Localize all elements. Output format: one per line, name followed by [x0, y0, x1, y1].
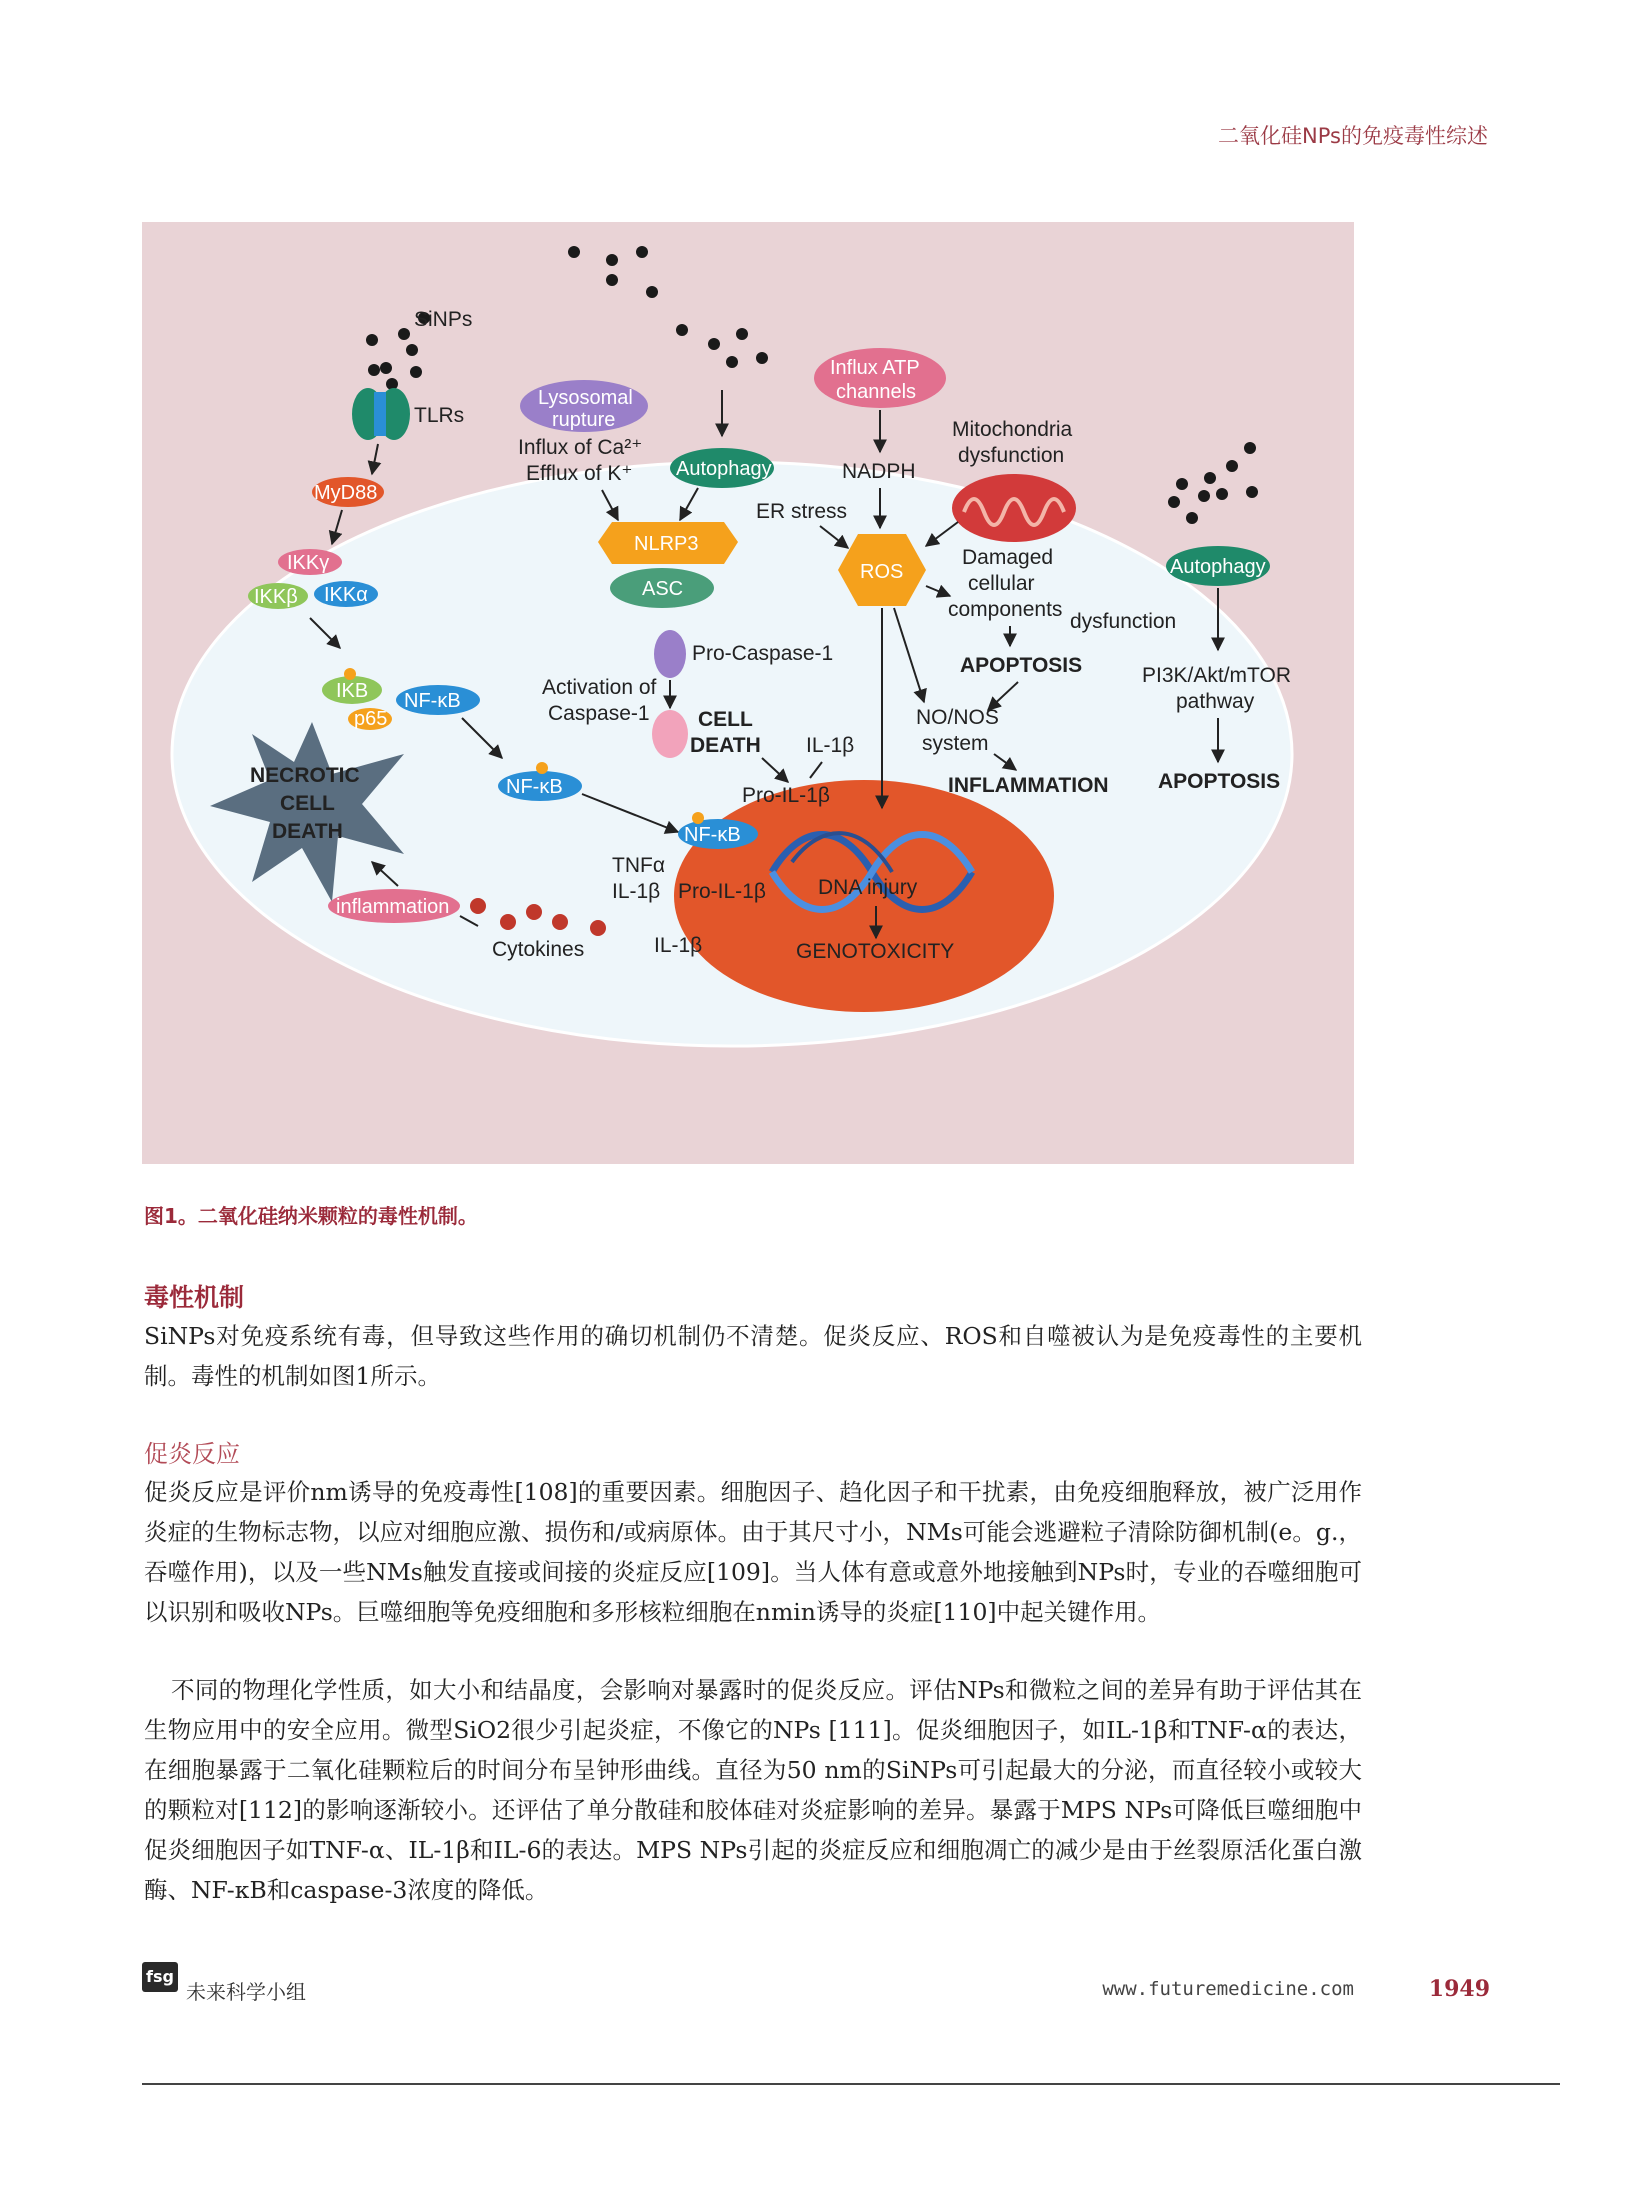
- label-nfkb-1: NF-κB: [404, 690, 461, 712]
- label-ikky: IKKγ: [287, 552, 330, 574]
- label-tnfa: TNFα: [612, 854, 665, 877]
- label-necrotic-3: DEATH: [272, 820, 343, 843]
- label-pi3k-2: pathway: [1176, 690, 1255, 713]
- section-paragraph: SiNPs对免疫系统有毒，但导致这些作用的确切机制仍不清楚。促炎反应、ROS和自噬被认为是免疫毒性的主要机制。毒性的机制如图1所示。: [144, 1322, 1362, 1390]
- label-lysosomal-1: Lysosomal: [538, 387, 633, 409]
- label-er-stress: ER stress: [756, 500, 848, 523]
- label-ikka: IKKα: [324, 584, 368, 606]
- label-pro-il1b-top: Pro-IL-1β: [742, 784, 830, 807]
- fsg-logo: fsg: [142, 1962, 178, 1992]
- caspase-1-node: [652, 710, 688, 758]
- label-tlrs: TLRs: [414, 404, 465, 427]
- running-title: 二氧化硅NPs的免疫毒性综述: [1218, 124, 1488, 148]
- figure-caption: 图1。二氧化硅纳米颗粒的毒性机制。: [144, 1204, 478, 1228]
- label-autophagy-2: Autophagy: [1170, 556, 1266, 578]
- label-nonos-1: NO/NOS: [916, 706, 999, 729]
- label-activation-2: Caspase-1: [548, 702, 650, 725]
- label-influx-ca: Influx of Ca²⁺: [518, 436, 643, 459]
- label-necrotic-2: CELL: [280, 792, 335, 815]
- subsection-paragraph-1: 促炎反应是评价nm诱导的免疫毒性[108]的重要因素。细胞因子、趋化因子和干扰素，由免疫细胞释放，被广泛用作炎症的生物标志物，以应对细胞应激、损伤和/或病原体。由于其尺寸小，NMs可能会逃避粒子清除防御机制(e。g.， 吞噬作用)，以及一些NMs触发直接或间接的炎症反应[109]。当人体有意或意外地接触到NPs时，专业的吞噬细胞可以识别和吸收NPs。巨噬细胞等免疫细胞和多形核粒细胞在nmin诱导的炎症[110]中起关键作用。: [144, 1478, 1362, 1626]
- section-title: 毒性机制: [144, 1283, 245, 1312]
- label-il1b-top: IL-1β: [806, 734, 855, 757]
- mitochondrion: [952, 474, 1076, 542]
- label-pro-il1b-nuc: Pro-IL-1β: [678, 880, 766, 903]
- label-autophagy-1: Autophagy: [676, 458, 772, 480]
- label-mito-1: Mitochondria: [952, 418, 1073, 441]
- mechanism-diagram: [142, 222, 1354, 1164]
- footer-org: 未来科学小组: [186, 1980, 306, 2004]
- label-influx-atp-1: Influx ATP: [830, 357, 920, 379]
- label-sinps: SiNPs: [414, 308, 473, 331]
- label-pro-caspase: Pro-Caspase-1: [692, 642, 834, 665]
- label-apoptosis-1: APOPTOSIS: [960, 654, 1083, 677]
- label-asc: ASC: [642, 578, 684, 600]
- label-activation-1: Activation of: [542, 676, 657, 699]
- label-p65: p65: [354, 708, 388, 730]
- label-apoptosis-2: APOPTOSIS: [1158, 770, 1281, 793]
- label-nonos-2: system: [922, 732, 989, 755]
- label-nfkb-3: NF-κB: [684, 824, 741, 846]
- label-cell-death-2: DEATH: [690, 734, 761, 757]
- pro-caspase-node: [654, 630, 686, 678]
- page-number: 1949: [1428, 1976, 1490, 2002]
- label-damaged-2: cellular: [968, 572, 1035, 595]
- label-ikkb: IKKβ: [254, 586, 298, 608]
- label-il1b-nuc: IL-1β: [612, 880, 661, 903]
- label-nadph: NADPH: [842, 460, 916, 483]
- label-necrotic-1: NECROTIC: [250, 764, 360, 787]
- label-dna-injury: DNA injury: [818, 876, 918, 899]
- label-mito-2: dysfunction: [958, 444, 1065, 467]
- label-damaged-1: Damaged: [962, 546, 1054, 569]
- label-inflammation-caps: INFLAMMATION: [948, 774, 1109, 797]
- label-il1b-low: IL-1β: [654, 934, 703, 957]
- label-cell-death-1: CELL: [698, 708, 753, 731]
- label-genotoxicity: GENOTOXICITY: [796, 940, 955, 963]
- subsection-title: 促炎反应: [144, 1440, 240, 1468]
- label-efflux-k: Efflux of K⁺: [526, 462, 633, 485]
- label-nfkb-2: NF-κB: [506, 776, 563, 798]
- tlrs-receptor: [352, 388, 410, 440]
- subsection-paragraph-2: 不同的物理化学性质，如大小和结晶度，会影响对暴露时的促炎反应。评估NPs和微粒之间的差异有助于评估其在生物应用中的安全应用。微型SiO2很少引起炎症，不像它的NPs [111]。促炎细胞因子，如IL-1β和TNF-α的表达，在细胞暴露于二氧化硅颗粒后的时间分布呈钟形曲线。直径为50 nm的SiNPs可引起最大的分泌，而直径较小或较大的颗粒对[112]的影响逐渐较小。还评估了单分散硅和胶体硅对炎症影响的差异。暴露于MPS NPs可降低巨噬细胞中促炎细胞因子如TNF-α、IL-1β和IL-6的表达。MPS NPs引起的炎症反应和细胞凋亡的减少是由于丝裂原活化蛋白激酶、NF-κB和caspase-3浓度的降低。: [144, 1676, 1362, 1904]
- label-ikb: IKB: [336, 680, 369, 702]
- toxicity-mechanism-figure: [142, 222, 1354, 1164]
- label-ros: ROS: [860, 561, 904, 583]
- label-cytokines: Cytokines: [492, 938, 585, 961]
- label-damaged-3: components: [948, 598, 1063, 621]
- label-influx-atp-2: channels: [836, 381, 917, 403]
- label-pi3k-1: PI3K/Akt/mTOR: [1142, 664, 1291, 687]
- label-nlrp3: NLRP3: [634, 533, 699, 555]
- label-lysosomal-2: rupture: [552, 409, 616, 431]
- footer-url[interactable]: www.futuremedicine.com: [1102, 1978, 1354, 2000]
- label-dysfunction: dysfunction: [1070, 610, 1177, 633]
- label-inflammation-small: inflammation: [336, 896, 450, 918]
- footer-rule: [142, 2083, 1560, 2085]
- label-myd88: MyD88: [314, 482, 378, 504]
